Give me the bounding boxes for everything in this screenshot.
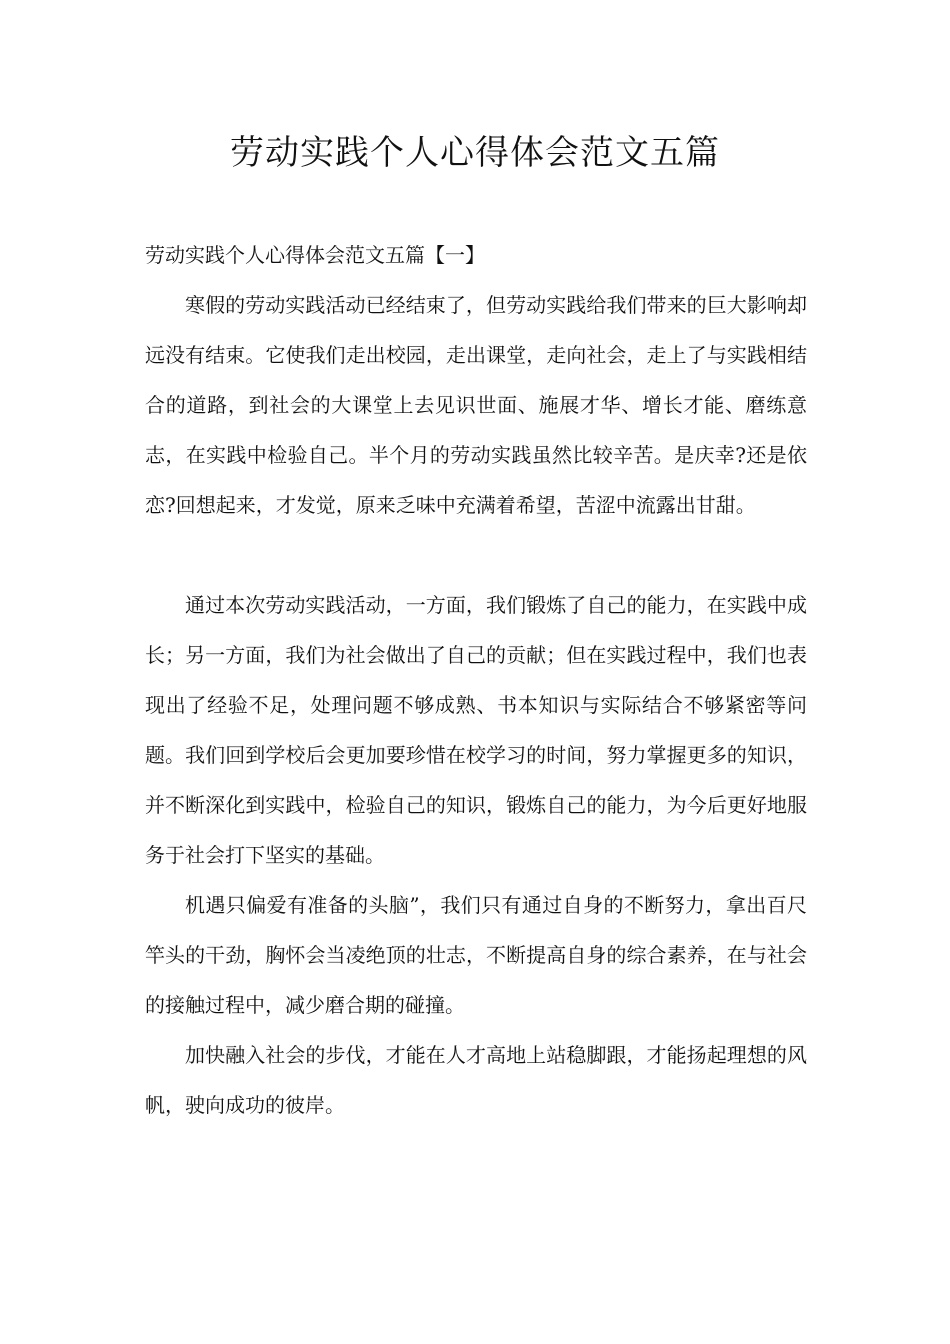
paragraph-1: 寒假的劳动实践活动已经结束了，但劳动实践给我们带来的巨大影响却远没有结束。它使我们走出校园，走出课堂，走向社会，走上了与实践相结合的道路，到社会的大课堂上去见识世面、施展才华、增长才能、磨练意志，在实践中检验自己。半个月的劳动实践虽然比较辛苦。是庆幸?还是依恋?回想起来，才发觉，原来乏味中充满着希望，苦涩中流露出甘甜。 [145, 293, 807, 517]
paragraph-3: 机遇只偏爱有准备的头脑”，我们只有通过自身的不断努力，拿出百尺竿头的干劲，胸怀会当凌绝顶的壮志，不断提高自身的综合素养，在与社会的接触过程中，减少磨合期的碰撞。 [145, 893, 807, 1017]
section-heading: 劳动实践个人心得体会范文五篇【一】 [145, 243, 485, 267]
paragraph-2: 通过本次劳动实践活动，一方面，我们锻炼了自己的能力，在实践中成长；另一方面，我们为社会做出了自己的贡献；但在实践过程中，我们也表现出了经验不足，处理问题不够成熟、书本知识与实际结合不够紧密等问题。我们回到学校后会更加要珍惜在校学习的时间，努力掌握更多的知识，并不断深化到实践中，检验自己的知识，锻炼自己的能力，为今后更好地服务于社会打下坚实的基础。 [145, 593, 807, 867]
document-body [145, 230, 807, 1130]
paragraph-4: 加快融入社会的步伐，才能在人才高地上站稳脚跟，才能扬起理想的风帆，驶向成功的彼岸。 [145, 1043, 807, 1117]
document-title: 劳动实践个人心得体会范文五篇 [230, 133, 720, 173]
